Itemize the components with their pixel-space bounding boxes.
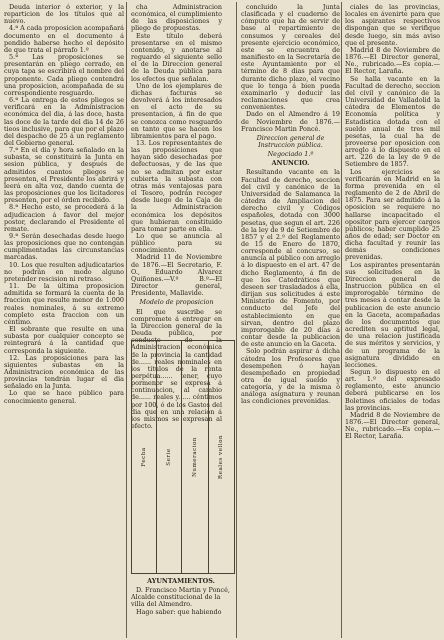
paragraph: 13. Los representantes de las proposiciones que hayan sido desechadas por defectuosas, y de las que no se admitan por estar cubierta la subasta con otras más ventajosas para el Tesoro, podrán recoger desde luego de la Caja de la Administracion económica los depósitos que hubieran constituido para tomar parte en ella. (131, 138, 222, 233)
table-column (182, 341, 209, 573)
table-header: Fecha (141, 447, 147, 467)
text-column-1 (4, 4, 124, 405)
paragraph: 6.ª La entrega de estos pliegos se verificará en la Administracion económica del dia, á las doce, hasta las doce de la tarde del dia 14 de 26 tieos inclusive, para que por el plazo del despacho de 25 á un reglamento del Gobierno general. (4, 96, 124, 147)
paragraph: Lo que se hace público para conocimiento general. (4, 389, 124, 405)
section-heading: Direccion general de Instruccion pública. (256, 133, 325, 149)
paragraph: D. Francisco Martin y Poncé, Alcalde constitucional de la villa del Almendro. (131, 586, 230, 609)
paragraph: Hago saber: que habiendo (136, 607, 222, 616)
paragraph: Deuda interior ó exterior, y la reparticion de los títulos que al nuevo. (4, 3, 124, 26)
paragraph: Madrid 11 de Noviembre de 1876.—El Secretario, F. O., Eduardo Alvarez Quiñones.—V.º B.º—El Director general, Presidente, Mallavide. (131, 253, 222, 298)
paragraph: El sobrante que resulte en una subasta por cualquier concepto se reintegrará á la cantidad que corresponda la siguiente. (4, 325, 124, 355)
paragraph: 10. Los que resulten adjudicatarios no podrán en modo alguno pretender rescision ni retraso. (4, 260, 124, 283)
paragraph: 11. De la última proposicion admitida se formará la cuenta de la fraccion que resulte menor de 1.000 reales nominales, á su extremo completo esta fraccion con un céntimo. (4, 282, 124, 326)
table-column (157, 341, 182, 573)
paragraph: Resultando vacante en la Facultad de derecho, seccion del civil y canónico de la Universidad de Salamanca la cátedra de Ampliacion del derecho civil y Códigos españoles, dotada con 3000 pesetas, que segun el art. 226 de la ley de 9 de Setiembre de 1857 y el 2.º del Reglamento de 15 de Enero de 1870, corresponde al concurso, se anuncia al público con arreglo á lo dispuesto en el art. 47 de dicho Reglamento, á fin de que los Catedráticos que deseen ser trasladados á ella, dirijan sus solicitudes á este Ministerio de Fomento, por conducto del Jefe del establecimiento en que sirvan, dentro del plazo improrogable de 20 dias á contar desde la publicacion de este anuncio en la Gaceta. (241, 168, 340, 349)
paragraph: Los ejercicios se verificarán en Madrid en la forma prevenida en el reglamento de 2 de Abril de 1875. Para ser admitido á la oposicion se requiere no hallarse incapacitado el opositor para ejercer cargos públicos; haber cumplido 25 años de edad; ser Doctor en dicha facultad y reunir las demás condiciones prevenidas. (345, 167, 440, 262)
paragraph: Madrid 8 de Noviembre de 1876.—El Director general, Ne., rubricado.—Es copia.—El Rector, Laraña. (345, 45, 440, 76)
ayuntamientos-section (131, 578, 231, 616)
text-column-3 (241, 4, 340, 406)
paragraph: Solo podrán aspirar á dicha cátedra los Profesores que desempeñen ó hayan desempeñado en propiedad otra de igual sueldo y categoría, y de la misma ó análoga asignatura y reunan las condiciones prevenidas. (241, 347, 340, 406)
paragraph: 12. Las proposiciones para las siguientes subastas en la Administracion económica de las provincias tendrán lugar el dia señalado en la Junta. (4, 353, 124, 391)
paragraph: Segun lo dispuesto en el art. 1.º del expresado reglamento, este anuncio deberá publicarse en los Boletines oficiales de todas las provincias. (345, 367, 440, 412)
text-column-2 (131, 3, 222, 431)
model-table (131, 340, 235, 574)
paragraph: ciales de las provincias, locales en ávenirte para que los aspirantes respectivos dispongan que se verifique desde luego, sin más aviso que el presente. (345, 3, 440, 47)
paragraph: Uno de los ejemplares de dichas facturas se devolverá á los interesados en el acto de su presentacion, á fin de que se conozca como resguardo en tanto que se hacen los libramientos para el pago. (131, 81, 222, 140)
paragraph: 9.ª Serán desechadas desde luego las proposiciones que no contengan cumplimentadas las circunstancias marcadas. (4, 232, 124, 262)
paragraph: 5.ª Las proposiciones se presentarán en pliego cerrado, en cuya tapa se escribirá el nombre del proponente. Cada pliego contendrá una proposicion, acompañada de su correspondiente resguardo. (4, 53, 124, 97)
paragraph: El que suscribe se compromete á entregar en la Direccion general de la Deuda pública, por conducto de la Administracion económica de la provincia, la cantidad de...... reales nominales en los títulos de la renta perpétua...... tener, cuyo pormenor se expresa á continuacion, al cambio de...... reales y...... céntimos por 100, ó de los Gastos del dia que en una relacion á los mismos se expresan al efecto. (131, 307, 222, 431)
paragraph: Se halla vacante en la Facultad de derecho, seccion del civil y canónico de la Universidad de Valladolid la cátedra de Elementos de Economía política y Estadística dotada con el sueldo anual de tres mil pesetas, la cual ha de proveerse por oposicion con arreglo á lo dispuesto en el art. 226 de la ley de 9 de Setiembre de 1857. (345, 74, 440, 169)
column-divider (236, 2, 237, 638)
section-heading: AYUNTAMIENTOS. (147, 577, 215, 585)
paragraph: 4.ª A cada proposicion acompañará documento en el documento á pendido haberse hecho el depósito de que trata el párrafo 1.º (4, 24, 124, 54)
paragraph: Lo que se anuncia al público para su conocimiento. (131, 232, 222, 255)
section-heading: Modelo de proposicion (139, 298, 214, 307)
paragraph: concluido la Junta clasificada y el cuaderno de cómputo que ha de servir de base al repartimiento de consumos y cereales del presente ejercicio económico, este se encuentra de manifiesto en la Secretaría de este Ayuntamiento por el término de 8 dias para que durante dicho plazo, el vecino que lo tenga á bien pueda examinarlo y deducir las reclamaciones que crea convenientes. (241, 3, 340, 112)
paragraph: 7.ª En el dia y hora señalado en la subasta, se constituirá la Junta en sesion pública, y después de admitidos cuantos pliegos se presenten, el Presidente los abrirá y leerá en alta voz, dando cuenta de las proposiciones que los licitadores presenten, por el órden recibido. (4, 146, 124, 205)
section-subheading: Negociado 1.º (267, 150, 314, 159)
table-column (132, 341, 157, 573)
section-heading: ANUNCIO. (271, 159, 310, 168)
table-header: Numeracion (192, 436, 198, 478)
table-header: Reales vellon (218, 434, 224, 480)
paragraph: Los aspirantes presentarán sus solicitudes en la Direccion general de Instruccion pública en el improrogable término de tres meses á contar desde la publicacion de este anuncio en la Gaceta, acompañadas de los documentos que acrediten su aptitud legal, de una relacion justificada de sus méritos y servicios, y de un programa de la asignatura dividido en lecciones. (345, 260, 440, 369)
column-divider (126, 2, 127, 638)
column-divider (341, 2, 342, 638)
paragraph: Este título deberá presentarse en el mismo contenido, y anotarse al reguardo el siguiente sello el de la Direccion general de la Deuda pública para los efectos que señalan. (131, 31, 222, 83)
table-header: Serie (166, 448, 172, 466)
paragraph: 8.ª Hecho esto, se procederá á la adjudicacion á favor del mejor postor, declarando el Presidente el remate. (4, 203, 124, 233)
paragraph: Madrid 8 de Noviembre de 1876.—El Director general, Ne., rubricado.—Es copia.—El Rector, Laraña. (345, 410, 440, 441)
table-column (209, 341, 233, 573)
paragraph: Dado en el Almendro á 19 de Noviembre de 1876.—Francisco Martin Poncé. (241, 110, 340, 133)
text-column-4 (345, 4, 440, 441)
paragraph: cha Administracion económica, el cumplimiento de las disposiciones y pliego de propuestas. (131, 3, 222, 33)
